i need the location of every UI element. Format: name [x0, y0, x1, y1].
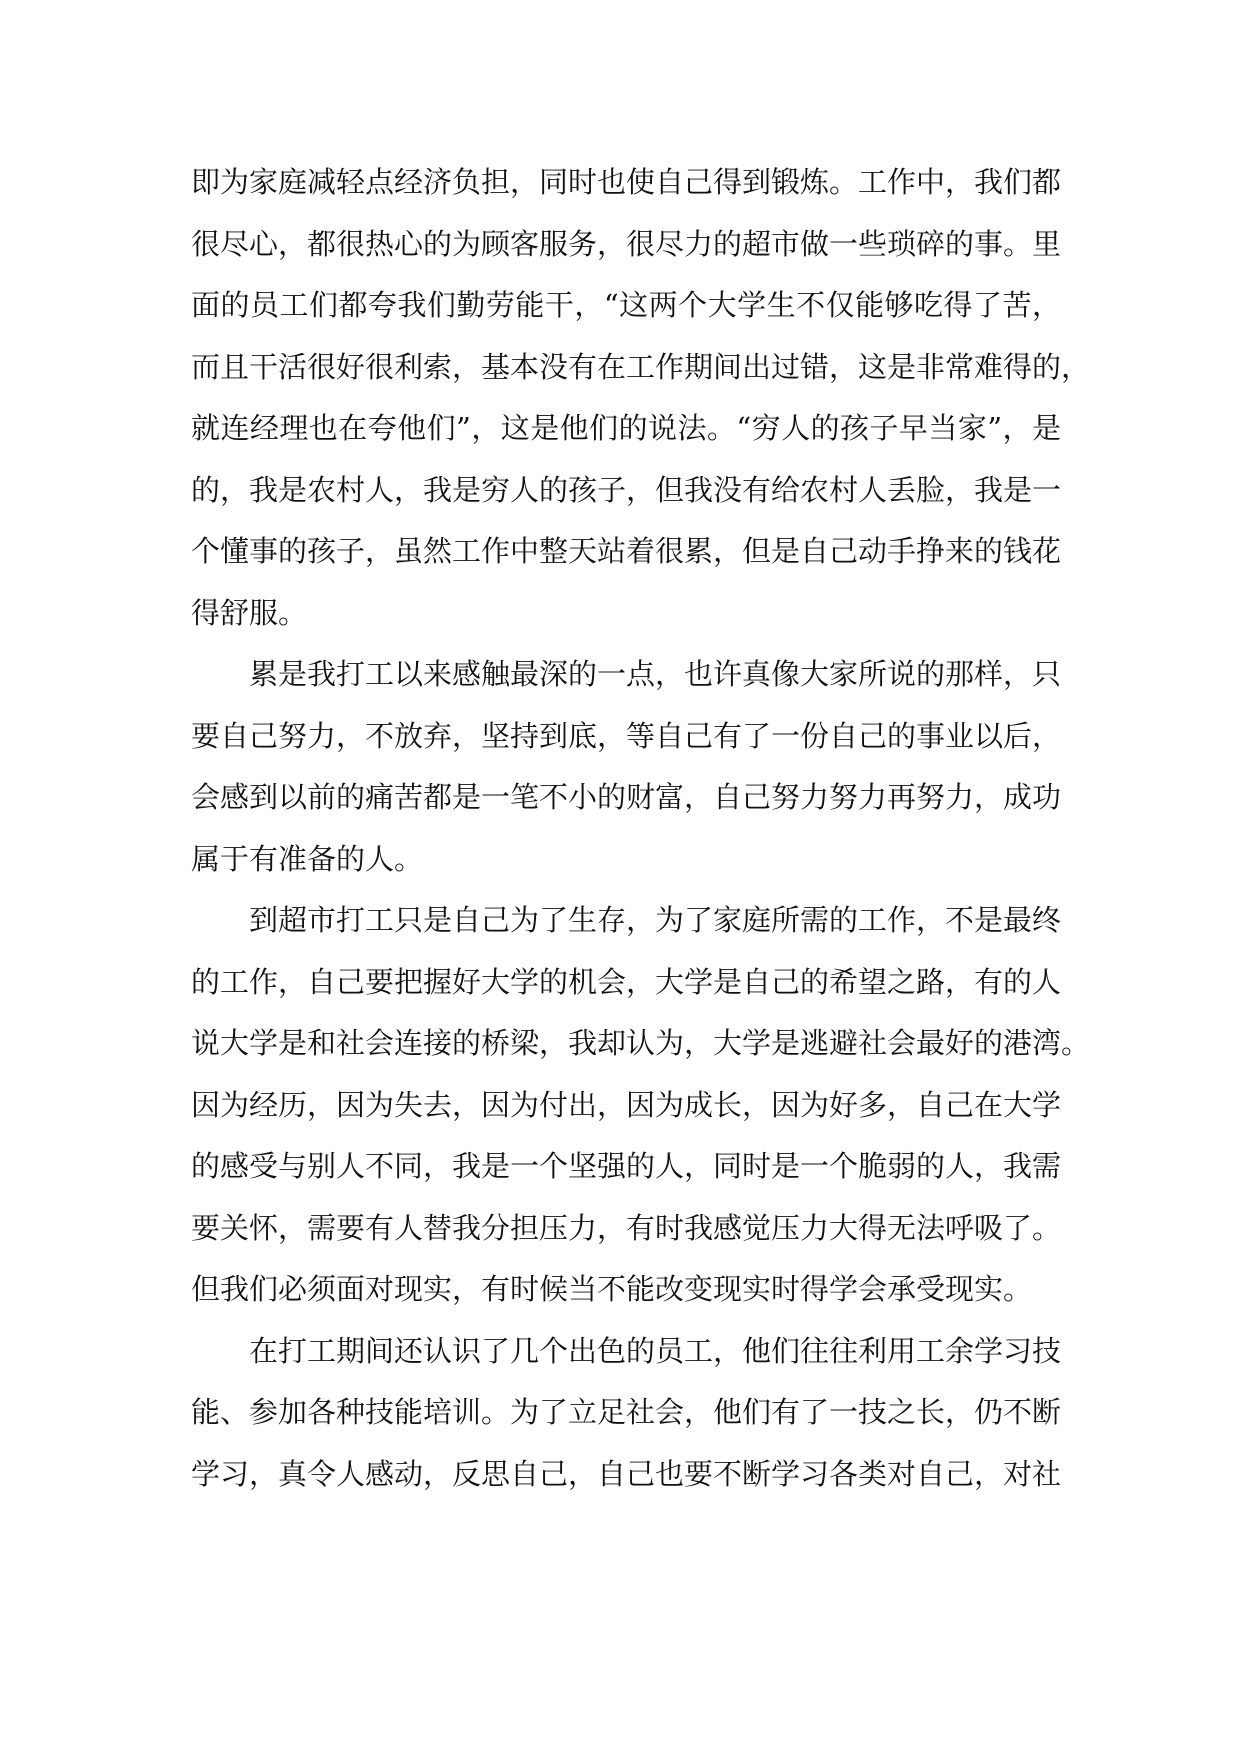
text-line: 会感到以前的痛苦都是一笔不小的财富，自己努力努力再努力，成功 [191, 780, 1062, 814]
text-line: 面的员工们都夸我们勤劳能干，“这两个大学生不仅能够吃得了苦， [191, 288, 1061, 322]
text-line: 要关怀，需要有人替我分担压力，有时我感觉压力大得无法呼吸了。 [191, 1210, 1062, 1245]
text-line: 的工作，自己要把握好大学的机会，大学是自己的希望之路，有的人 [191, 964, 1062, 999]
text-line: 因为经历，因为失去，因为付出，因为成长，因为好多，自己在大学 [191, 1087, 1062, 1122]
text-line: 要自己努力，不放弃，坚持到底，等自己有了一份自己的事业以后， [191, 718, 1062, 753]
text-line: 的，我是农村人，我是穷人的孩子，但我没有给农村人丢脸，我是一 [191, 472, 1062, 507]
text-line: 而且干活很好很利索，基本没有在工作期间出过错，这是非常难得的， [191, 349, 1091, 384]
text-line: 累是我打工以来感触最深的一点，也许真像大家所说的那样，只 [249, 657, 1062, 691]
text-line: 即为家庭减轻点经济负担，同时也使自己得到锻炼。工作中，我们都 [191, 165, 1062, 199]
text-line: 属于有准备的人。 [191, 841, 424, 876]
text-line: 个懂事的孩子，虽然工作中整天站着很累，但是自己动手挣来的钱花 [191, 534, 1062, 568]
text-line: 就连经理也在夸他们”，这是他们的说法。“穷人的孩子早当家”，是 [191, 411, 1061, 445]
body-text [191, 152, 1091, 1505]
text-line: 得舒服。 [191, 595, 308, 630]
text-line: 到超市打工只是自己为了生存，为了家庭所需的工作，不是最终 [249, 903, 1062, 937]
text-line: 但我们必须面对现实，有时候当不能改变现实时得学会承受现实。 [191, 1272, 1033, 1306]
text-line: 的感受与别人不同，我是一个坚强的人，同时是一个脆弱的人，我需 [191, 1149, 1062, 1183]
text-line: 很尽心，都很热心的为顾客服务，很尽力的超市做一些琐碎的事。里 [191, 226, 1062, 261]
text-line: 说大学是和社会连接的桥梁，我却认为，大学是逃避社会最好的港湾。 [191, 1026, 1091, 1060]
text-line: 在打工期间还认识了几个出色的员工，他们往往利用工余学习技 [249, 1333, 1062, 1368]
text-line: 学习，真令人感动，反思自己，自己也要不断学习各类对自己，对社 [191, 1456, 1062, 1491]
text-line: 能、参加各种技能培训。为了立足社会，他们有了一技之长，仍不断 [191, 1395, 1062, 1429]
